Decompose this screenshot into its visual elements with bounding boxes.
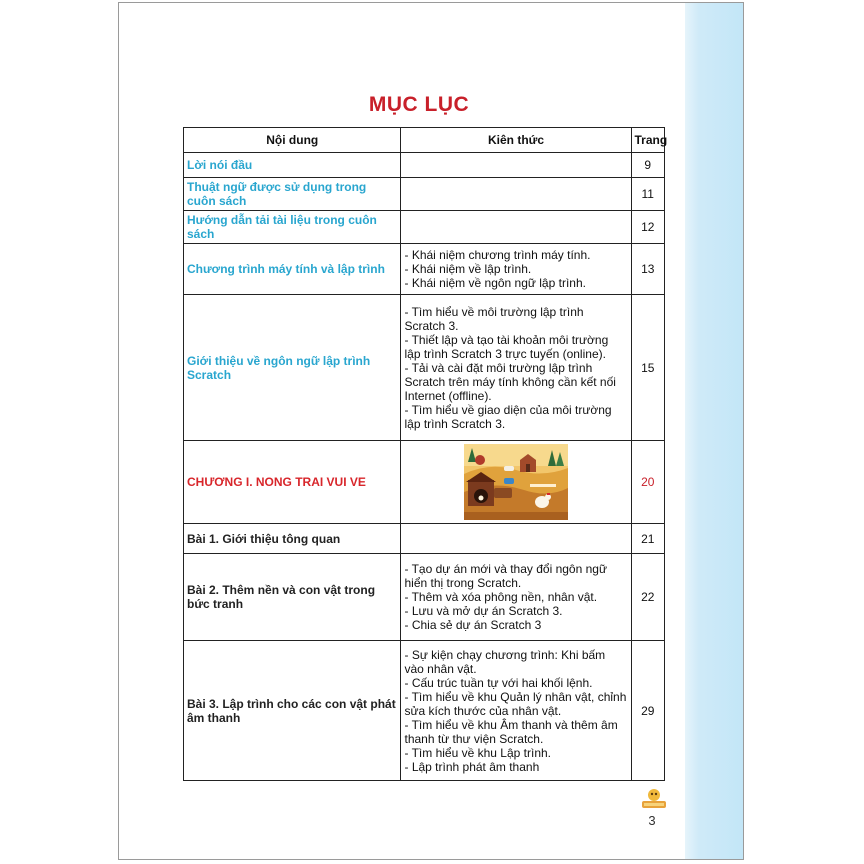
row-page: 9 [631,153,664,178]
knowledge-item: - Khái niệm về ngôn ngữ lập trình. [404,276,586,290]
table-row [184,211,665,244]
knowledge-item: - Cấu trúc tuần tự với hai khối lệnh. [404,675,593,690]
row-page: 15 [631,295,664,441]
row-page: 22 [631,554,664,641]
row-title: Bài 1. Giới thiệu tông quan [184,524,401,554]
row-page: 13 [631,244,664,295]
toc-table [183,127,668,781]
page-title: MỤC LỤC [368,93,470,116]
row-knowledge [401,211,631,244]
knowledge-item: - Tìm hiểu về khu Quản lý nhân vật, chỉnh sửa kích thước của nhân vật. [404,689,627,718]
row-title: Chương trình máy tính và lập trình [184,244,401,295]
row-page: 21 [631,524,664,554]
farm-illustration [464,444,568,520]
table-row [184,178,665,211]
knowledge-item: - Tìm hiểu về khu Âm thanh và thêm âm thanh từ thư viện Scratch. [404,717,618,746]
table-row [184,153,665,178]
table-row [184,641,665,781]
row-title: Lời nói đầu [184,153,401,178]
knowledge-item: - Tải và cài đặt môi trường lập trình Scratch trên máy tính không cần kết nối Internet (offline). [404,360,616,403]
row-knowledge [401,524,631,554]
row-page: 20 [631,441,664,524]
header-content: Nội dung [184,128,401,153]
row-title: CHƯƠNG I. NONG TRAI VUI VE [184,441,401,524]
table-row [184,295,665,441]
row-page: 11 [631,178,664,211]
table-row [184,554,665,641]
book-logo-icon [639,787,669,809]
side-color-strip [685,3,744,860]
book-page [118,2,744,860]
table-row [184,441,665,524]
row-illustration-cell [401,441,631,524]
knowledge-item: - Tạo dự án mới và thay đổi ngôn ngữ hiển thị trong Scratch. [404,562,607,590]
knowledge-item: - Khái niệm về lập trình. [404,262,532,276]
row-title: Bài 3. Lập trình cho các con vật phát âm thanh [184,641,401,781]
knowledge-item: - Tìm hiểu về khu Lập trình. [404,745,552,760]
row-title: Giới thiệu về ngôn ngữ lập trình Scratch [184,295,401,441]
publisher-logo [629,787,679,814]
knowledge-item: - Tìm hiểu về giao diện của môi trường lập trình Scratch 3. [404,402,612,431]
row-knowledge [401,641,631,781]
row-knowledge [401,178,631,211]
knowledge-item: - Thêm và xóa phông nền, nhân vật. [404,590,598,604]
row-knowledge [401,153,631,178]
row-knowledge [401,554,631,641]
row-page: 29 [631,641,664,781]
row-knowledge [401,295,631,441]
header-page: Trang [631,128,664,153]
knowledge-item: - Sự kiện chạy chương trình: Khi bấm vào nhân vật. [404,647,606,676]
row-page: 12 [631,211,664,244]
knowledge-item: - Thiết lập và tạo tài khoản môi trường lập trình Scratch 3 trực tuyến (online). [404,332,609,361]
knowledge-item: - Lưu và mở dự án Scratch 3. [404,604,563,618]
table-row [184,244,665,295]
row-title: Bài 2. Thêm nền và con vật trong bức tranh [184,554,401,641]
table-header-row [184,128,665,153]
table-row [184,524,665,554]
knowledge-item: - Lập trình phát âm thanh [404,759,540,774]
row-title: Thuật ngữ được sử dụng trong cuôn sách [184,178,401,211]
row-title: Hướng dẫn tải tài liệu trong cuôn sách [184,211,401,244]
row-knowledge [401,244,631,295]
header-knowledge: Kiên thức [401,128,631,153]
knowledge-item: - Chia sẻ dự án Scratch 3 [404,618,542,632]
knowledge-item: - Khái niệm chương trình máy tính. [404,248,591,262]
page-number: 3 [648,813,656,828]
knowledge-item: - Tìm hiểu về môi trường lập trình Scratch 3. [404,304,584,333]
